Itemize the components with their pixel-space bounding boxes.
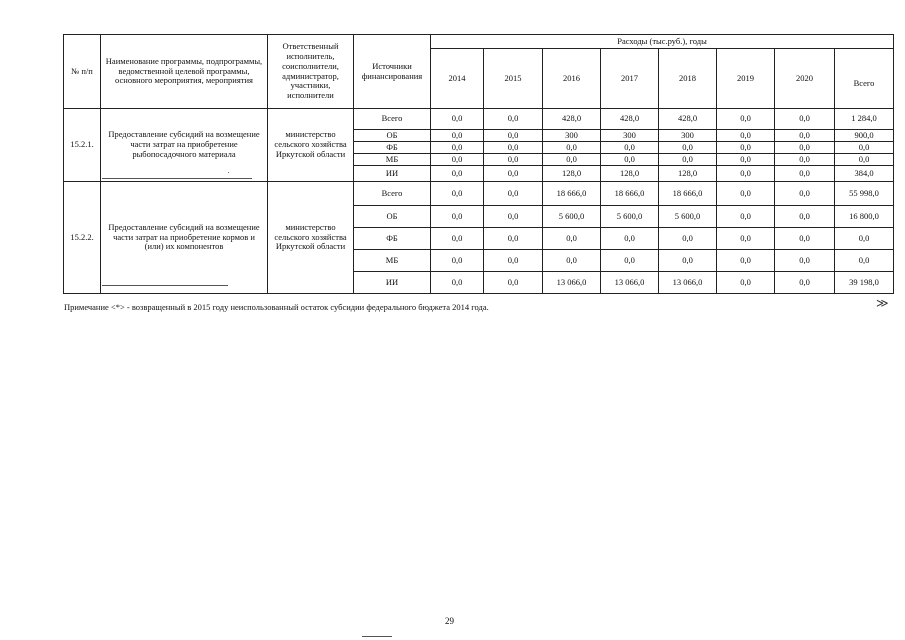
cell-value: 0,0: [775, 130, 835, 142]
row-source: ОБ: [354, 130, 431, 142]
cell-value: 0,0: [431, 130, 484, 142]
cell-value: 0,0: [431, 109, 484, 130]
footnote: Примечание <*> - возвращенный в 2015 году неиспользованный остаток субсидии федерального бюджета 2014 года.: [64, 302, 489, 312]
cell-value: 0,0: [484, 166, 543, 182]
cell-total: 1 284,0: [835, 109, 894, 130]
row-source: ИИ: [354, 166, 431, 182]
cell-value: 5 600,0: [601, 206, 659, 228]
cell-value: 0,0: [717, 109, 775, 130]
header-year: 2018: [659, 49, 717, 109]
header-source: Источники финансирования: [354, 35, 431, 109]
budget-table: [63, 34, 894, 294]
row-number: 15.2.2.: [64, 182, 101, 294]
cell-value: 0,0: [775, 228, 835, 250]
cell-value: 0,0: [601, 250, 659, 272]
cell-value: 128,0: [543, 166, 601, 182]
cell-value: 0,0: [717, 154, 775, 166]
cell-value: 0,0: [484, 109, 543, 130]
cell-value: 0,0: [431, 250, 484, 272]
cell-value: 300: [543, 130, 601, 142]
header-total: Всего: [835, 49, 894, 109]
row-source: ФБ: [354, 228, 431, 250]
row-source: Всего: [354, 109, 431, 130]
row-source: ФБ: [354, 142, 431, 154]
header-year: 2016: [543, 49, 601, 109]
cell-value: 0,0: [601, 142, 659, 154]
cell-value: 0,0: [717, 182, 775, 206]
cell-value: 428,0: [543, 109, 601, 130]
cell-value: 0,0: [431, 166, 484, 182]
header-year: 2014: [431, 49, 484, 109]
cell-value: 0,0: [543, 142, 601, 154]
cell-value: 0,0: [484, 250, 543, 272]
scan-underline: [102, 285, 228, 286]
cell-value: 0,0: [717, 130, 775, 142]
header-name: Наименование программы, подпрограммы, ведомственной целевой программы, основного мероприятия, мероприятия: [101, 35, 268, 109]
row-number: 15.2.1.: [64, 109, 101, 182]
cell-value: 18 666,0: [601, 182, 659, 206]
header-year: 2015: [484, 49, 543, 109]
header-year: 2019: [717, 49, 775, 109]
cell-value: 0,0: [431, 206, 484, 228]
cell-value: 5 600,0: [543, 206, 601, 228]
cell-value: 18 666,0: [659, 182, 717, 206]
cell-value: 0,0: [775, 206, 835, 228]
table-row: [64, 182, 894, 206]
cell-value: 0,0: [775, 250, 835, 272]
row-source: ОБ: [354, 206, 431, 228]
row-source: МБ: [354, 250, 431, 272]
cell-value: 0,0: [484, 154, 543, 166]
cell-value: 0,0: [659, 154, 717, 166]
page-number: 29: [445, 616, 454, 626]
cell-value: 0,0: [431, 272, 484, 294]
cell-value: 0,0: [431, 228, 484, 250]
cell-value: 128,0: [659, 166, 717, 182]
cell-value: 0,0: [601, 154, 659, 166]
row-source: МБ: [354, 154, 431, 166]
cell-value: 0,0: [659, 142, 717, 154]
cell-value: 0,0: [717, 228, 775, 250]
cell-total: 0,0: [835, 154, 894, 166]
cell-total: 0,0: [835, 228, 894, 250]
cell-value: 0,0: [775, 142, 835, 154]
cell-value: 0,0: [659, 228, 717, 250]
cell-value: 0,0: [431, 182, 484, 206]
cell-value: 18 666,0: [543, 182, 601, 206]
cell-value: 0,0: [717, 250, 775, 272]
row-source: ИИ: [354, 272, 431, 294]
cell-value: 0,0: [484, 142, 543, 154]
cell-value: 0,0: [484, 206, 543, 228]
cell-value: 428,0: [601, 109, 659, 130]
cell-value: 0,0: [775, 182, 835, 206]
cell-value: 13 066,0: [543, 272, 601, 294]
cell-value: 0,0: [717, 272, 775, 294]
row-name: Предоставление субсидий на возмещение части затрат на приобретение кормов и (или) их компонентов: [101, 182, 268, 294]
cell-total: 16 800,0: [835, 206, 894, 228]
cell-value: 0,0: [775, 166, 835, 182]
cell-value: 0,0: [431, 142, 484, 154]
cell-value: 0,0: [543, 228, 601, 250]
scan-underline: [102, 178, 252, 179]
cell-total: 0,0: [835, 250, 894, 272]
cell-value: 5 600,0: [659, 206, 717, 228]
row-responsible: министерство сельского хозяйства Иркутской области: [268, 109, 354, 182]
header-year: 2020: [775, 49, 835, 109]
cell-value: 0,0: [775, 272, 835, 294]
cell-value: 0,0: [543, 250, 601, 272]
scan-speck: [228, 172, 229, 173]
cell-value: 0,0: [659, 250, 717, 272]
cell-value: 0,0: [484, 228, 543, 250]
cell-value: 0,0: [717, 166, 775, 182]
cell-value: 0,0: [775, 154, 835, 166]
row-source: Всего: [354, 182, 431, 206]
cell-value: 300: [659, 130, 717, 142]
header-responsible: Ответственный исполнитель, соисполнители, администратор, участники, исполнители: [268, 35, 354, 109]
header-expenses: Расходы (тыс.руб.), годы: [431, 35, 894, 49]
cell-value: 428,0: [659, 109, 717, 130]
cell-total: 55 998,0: [835, 182, 894, 206]
cell-total: 900,0: [835, 130, 894, 142]
cell-value: 0,0: [484, 130, 543, 142]
cell-value: 128,0: [601, 166, 659, 182]
cell-total: 39 198,0: [835, 272, 894, 294]
cell-value: 0,0: [484, 272, 543, 294]
header-number: № п/п: [64, 35, 101, 109]
cell-value: 300: [601, 130, 659, 142]
double-arrow-mark: ≫: [876, 296, 889, 310]
cell-value: 0,0: [601, 228, 659, 250]
cell-value: 0,0: [543, 154, 601, 166]
cell-total: 0,0: [835, 142, 894, 154]
cell-value: 0,0: [717, 142, 775, 154]
cell-value: 0,0: [484, 182, 543, 206]
table-row: [64, 109, 894, 130]
cell-value: 13 066,0: [601, 272, 659, 294]
row-name: Предоставление субсидий на возмещение части затрат на приобретение рыбопосадочного материала: [101, 109, 268, 182]
row-responsible: министерство сельского хозяйства Иркутской области: [268, 182, 354, 294]
cell-value: 0,0: [431, 154, 484, 166]
header-year: 2017: [601, 49, 659, 109]
cell-value: 13 066,0: [659, 272, 717, 294]
cell-value: 0,0: [717, 206, 775, 228]
scan-edge-mark: [362, 636, 392, 637]
cell-value: 0,0: [775, 109, 835, 130]
cell-total: 384,0: [835, 166, 894, 182]
